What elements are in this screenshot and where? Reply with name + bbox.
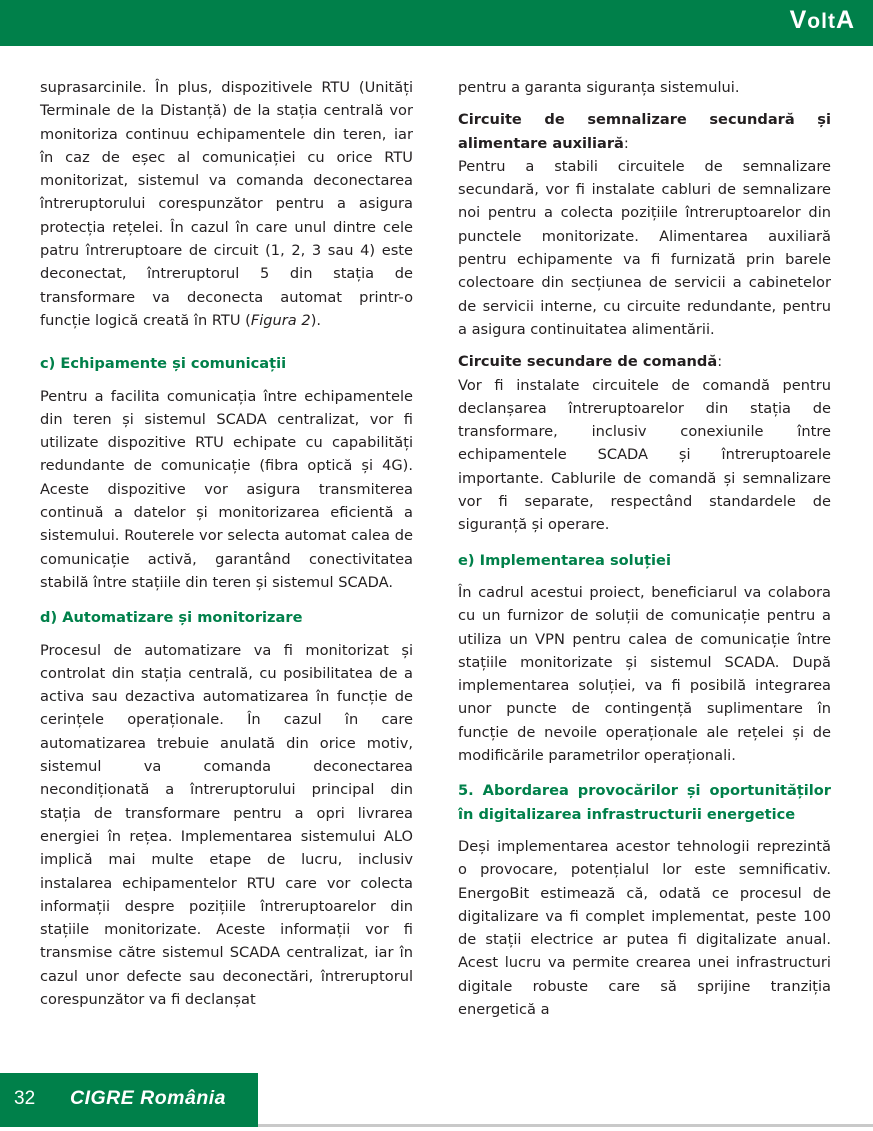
publication-name: CIGRE România (70, 1087, 227, 1109)
footer-bar (0, 1073, 258, 1127)
subheading-comanda-text: Circuite secundare de comandă (458, 353, 718, 371)
page-number: 32 (14, 1088, 36, 1109)
paragraph-continuation: pentru a garanta siguranța sistemului. (458, 79, 740, 96)
header-bar (0, 0, 873, 46)
footer-divider (258, 1124, 873, 1127)
subheading-semnalizare (458, 108, 831, 155)
section-heading-e: e) Implementarea soluției (458, 551, 671, 569)
subheading-comanda (458, 350, 831, 373)
paragraph-e: În cadrul acestui proiect, beneficiarul va colabora cu un furnizor de soluții de comunicație pentru a utiliza un VPN pentru calea de comunicație între stațiile monitorizate și sistemul SCADA. După implementarea soluției, va fi posibilă integrarea unor puncte de contingență suplimentare în funcție de nevoile operaționale ale rețelei și de modificările parametrilor operaționali. (458, 583, 831, 765)
subheading-colon: : (717, 353, 723, 371)
brand-letters-olt: olt (807, 10, 836, 33)
paragraph-d: Procesul de automatizare va fi monitorizat și controlat din stația centrală, cu posibilitatea de a activa sau dezactiva automatizarea în funcție de cerințele operaționale. În cazul în care automatizarea trebuie anulată din orice motiv, sistemul va comanda deconectarea necondiționată a întreruptorului principal din stația de transformare pentru a opri livrarea energiei în rețea. Implementarea sistemului ALO implică mai multe etape de lucru, inclusiv instalarea echipamentelor RTU care vor colecta informații despre pozițiile întreruptoarelor din stațiile monitorizate. Aceste informații vor fi transmise către sistemul SCADA centralizat, iar în cazul unor defecte sau deconectări, întreruptorul corespunzător va fi declanșat (40, 641, 413, 1008)
paragraph-intro-text: suprasarcinile. În plus, dispozitivele RTU (Unități Terminale de la Distanță) de la stația centrală vor monitoriza continuu echipamentele din teren, iar în caz de eșec al comunicației cu orice RTU monitorizat, sistemul va comanda deconectarea întreruptorului corespunzător pentru a asigura protecția rețelei. În cazul în care unul dintre cele patru întreruptoare de circuit (1, 2, 3 sau 4) este deconectat, întreruptorul 5 din stația de transformare va deconecta automat printr-o funcție logică creată în RTU ( (40, 79, 413, 329)
brand-letter-v: V (789, 6, 808, 34)
right-column (458, 76, 831, 1021)
figure-reference: Figura 2 (250, 311, 311, 329)
section-heading-d: d) Automatizare și monitorizare (40, 609, 303, 627)
brand-logo (790, 6, 855, 35)
subheading-colon: : (623, 134, 629, 152)
paragraph-5: Deși implementarea acestor tehnologii reprezintă o provocare, potențialul lor este semnificativ. EnergoBit estimează că, odată ce procesul de digitalizare va fi complet implementat, peste 100 de stații electrice ar putea fi digitalizate anual. Acest lucru va permite crearea unei infrastructuri digitale robuste care să sprijine tranziția energetică a (458, 837, 831, 1018)
subheading-semnalizare-text: Circuite de semnalizare secundară și alimentare auxiliară (458, 111, 831, 152)
paragraph-c: Pentru a facilita comunicația între echipamentele din teren și sistemul SCADA centralizat, vor fi utilizate dispozitive RTU echipate cu capabilități redundante de comunicație (fibra optică și 4G). Aceste dispozitive vor asigura transmiterea continuă a datelor și monitorizarea eficientă a sistemului. Routerele vor selecta automat calea de comunicație activă, garantând conectivitatea stabilă între stațiile din teren și sistemul SCADA. (40, 387, 413, 591)
section-heading-5: 5. Abordarea provocărilor și oportunităților în digitalizarea infrastructurii energetice (458, 782, 831, 823)
paragraph-intro (40, 76, 413, 332)
paragraph-comanda: Vor fi instalate circuitele de comandă pentru declanșarea întreruptoarelor din stația de transformare, inclusiv conexiunile între echipamentele SCADA și întreruptoarele importante. Cablurile de comandă și semnalizare vor fi separate, respectând standardele de siguranță și operare. (458, 376, 831, 534)
paragraph-intro-end: ). (310, 311, 322, 329)
brand-letter-a: A (835, 6, 855, 34)
section-heading-c: c) Echipamente și comunicații (40, 355, 287, 373)
left-column (40, 76, 413, 1011)
paragraph-semnalizare: Pentru a stabili circuitele de semnalizare secundară, vor fi instalate cabluri de semnalizare noi pentru a colecta pozițiile întreruptoarelor din punctele monitorizate. Alimentarea auxiliară pentru echipamente va fi furnizată prin barele colectoare din secțiunea de servicii a cabinetelor de servicii interne, cu circuite redundante, pentru a asigura continuitatea alimentării. (458, 157, 831, 338)
